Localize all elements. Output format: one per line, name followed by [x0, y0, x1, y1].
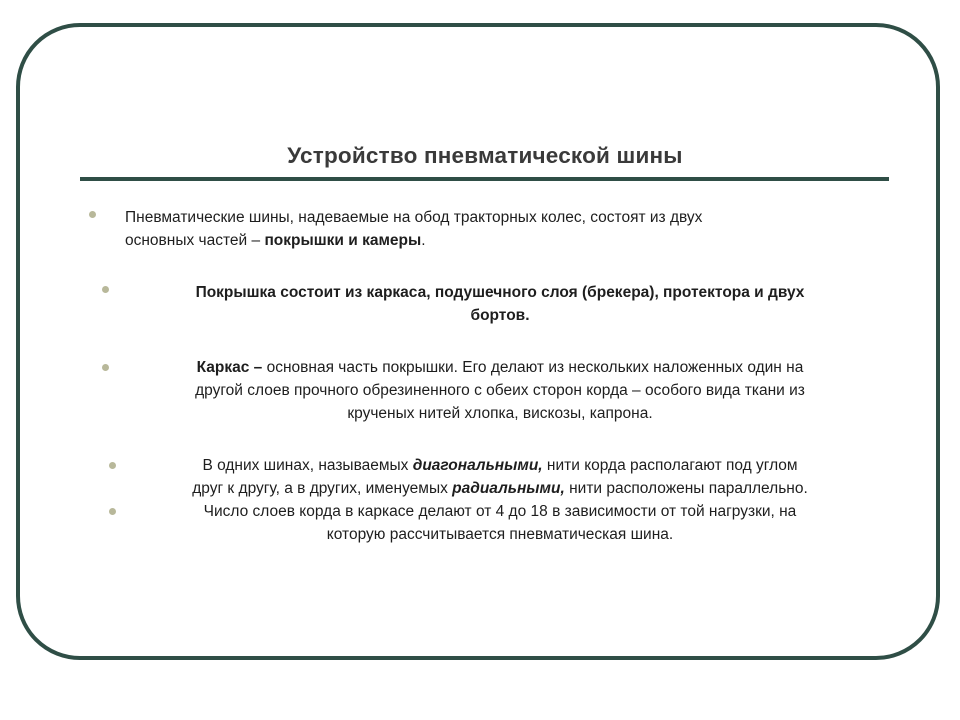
bullet-4-text-c: друг к другу, а в других, именуемых [192, 480, 453, 497]
bullet-dot-2 [102, 286, 109, 293]
bullet-3-text: основная часть покрышки. Его делают из нескольких наложенных один на [262, 359, 804, 376]
slide-frame [16, 23, 940, 660]
bullet-2-line-2: бортов. [470, 307, 530, 324]
bullet-4-em-radial: радиальными, [452, 480, 565, 497]
bullet-3-bold: Каркас – [196, 359, 263, 376]
bullet-1-text: основных частей – [125, 232, 265, 249]
bullet-3-line-1 [115, 356, 885, 379]
bullet-3 [115, 356, 885, 425]
bullet-3-line-2: другой слоев прочного обрезиненного с обеих сторон корда – особого вида ткани из [195, 382, 805, 399]
bullet-5-line-2: которую рассчитывается пневматическая шина. [326, 526, 674, 543]
bullet-4 [115, 454, 885, 500]
bullet-dot-1 [89, 211, 96, 218]
bullet-5-line-1: Число слоев корда в каркасе делают от 4 до 18 в зависимости от той нагрузки, на [203, 503, 797, 520]
bullet-1 [125, 206, 845, 252]
bullet-4-line-1 [115, 454, 885, 477]
bullet-4-em-diagonal: диагональными, [412, 457, 543, 474]
bullet-dot-3 [102, 364, 109, 371]
bullet-1-period: . [421, 232, 426, 249]
bullet-1-line-2 [125, 229, 845, 252]
bullet-5 [115, 500, 885, 546]
bullet-2 [115, 281, 885, 327]
bullet-1-line-1: Пневматические шины, надеваемые на обод тракторных колес, состоят из двух [125, 209, 703, 226]
bullet-4-text-a: В одних шинах, называемых [202, 457, 413, 474]
bullet-4-text-b: нити корда располагают под углом [542, 457, 798, 474]
bullet-3-line-3: крученых нитей хлопка, вискозы, капрона. [347, 405, 653, 422]
bullet-1-bold: покрышки и камеры [264, 232, 422, 249]
bullet-4-line-2 [115, 477, 885, 500]
bullet-2-line-1: Покрышка состоит из каркаса, подушечного слоя (брекера), протектора и двух [195, 284, 805, 301]
slide-title: Устройство пневматической шины [287, 143, 683, 168]
title-underline [80, 177, 889, 181]
bullet-4-text-d: нити расположены параллельно. [564, 480, 808, 497]
